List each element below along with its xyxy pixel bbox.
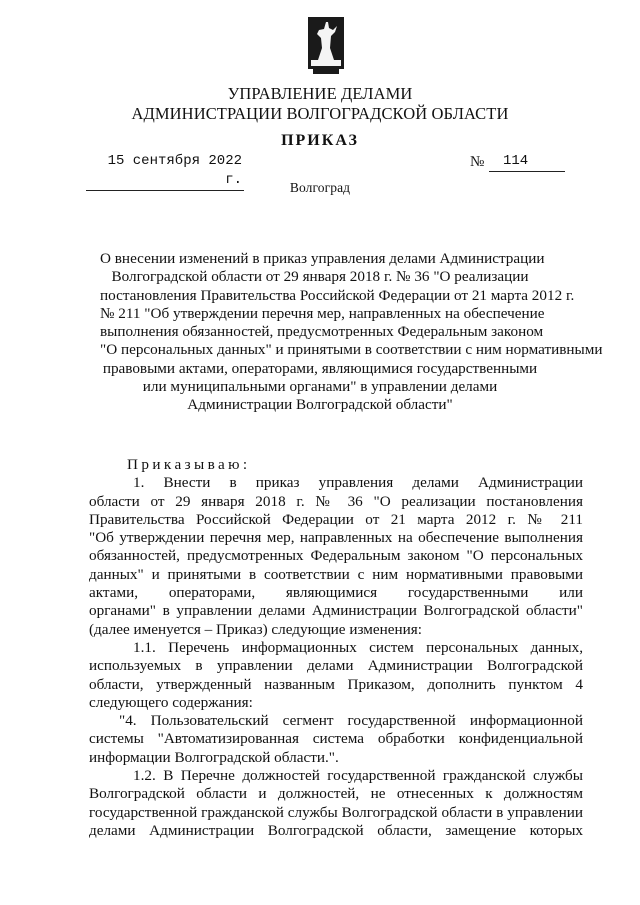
body-line: органами" в управлении делами Администрации Волгоградской области": [89, 602, 583, 620]
subject-line: Администрации Волгоградской области": [187, 396, 453, 414]
body-line: обязанностей, предусмотренных Федеральным законом "О персональных: [89, 547, 583, 565]
body-line: актами, операторами, являющимися государственными или: [89, 584, 583, 602]
subject-line: правовыми актами, операторами, являющимися государственными: [102, 359, 538, 377]
body-line: данных" и принятыми в соответствии с ним нормативными правовыми: [89, 565, 583, 583]
body-line: области от 29 января 2018 г. № 36 "О реализации постановления: [89, 492, 583, 510]
body-line: 1.2. В Перечне должностей государственной гражданской службы: [133, 767, 583, 785]
document-type-title: ПРИКАЗ: [281, 132, 359, 149]
body-line: "4. Пользовательский сегмент государственной информационной: [119, 712, 583, 730]
body-line: делами Администрации Волгоградской области, замещение которых: [89, 821, 583, 839]
organization-name-line2: АДМИНИСТРАЦИИ ВОЛГОГРАДСКОЙ ОБЛАСТИ: [131, 104, 509, 123]
subject-line: Волгоградской области от 29 января 2018 г. № 36 "О реализации: [111, 268, 529, 286]
body-line: "Об утверждении перечня мер, направленных на обеспечение выполнения: [89, 529, 583, 547]
body-line: системы "Автоматизированная система обработки конфиденциальной: [89, 730, 583, 748]
document-number: 114: [489, 152, 565, 172]
body-line: области, утвержденный названным Приказом, дополнить пунктом 4: [89, 675, 583, 693]
subject-line: "О персональных данных" и принятыми в соответствии с ним нормативными: [100, 341, 603, 359]
city-name: Волгоград: [289, 180, 351, 195]
body-line: используемых в управлении делами Администрации Волгоградской: [89, 657, 583, 675]
number-sign: №: [470, 154, 485, 170]
body-line: (далее именуется – Приказ) следующие изменения:: [89, 620, 422, 638]
body-line: Правительства Российской Федерации от 21 марта 2012 г. № 211: [89, 510, 583, 528]
subject-line: или муниципальными органами" в управлении делами: [142, 378, 498, 396]
organization-name-line1: УПРАВЛЕНИЕ ДЕЛАМИ: [227, 84, 413, 103]
subject-line: постановления Правительства Российской Федерации от 21 марта 2012 г.: [100, 286, 575, 304]
order-word: Приказываю:: [127, 456, 251, 473]
coat-of-arms-emblem: [307, 16, 345, 76]
body-line: информации Волгоградской области.".: [89, 748, 339, 766]
subject-line: О внесении изменений в приказ управления делами Администрации: [100, 250, 545, 267]
document-date: 15 сентября 2022 г.: [86, 152, 244, 191]
body-line: Волгоградской области и должностей, не отнесенных к должностям: [89, 785, 583, 803]
subject-line: № 211 "Об утверждении перечня мер, направленных на обеспечение: [100, 304, 545, 322]
document-body: [89, 456, 583, 840]
subject-line: выполнения обязанностей, предусмотренных Федеральным законом: [100, 323, 544, 341]
document-subject: [100, 250, 603, 415]
body-line: государственной гражданской службы Волгоградской области в управлении: [89, 803, 583, 821]
body-line: 1. Внести в приказ управления делами Администрации: [133, 474, 583, 492]
body-line: 1.1. Перечень информационных систем персональных данных,: [133, 638, 583, 656]
body-line: следующего содержания:: [89, 693, 253, 711]
